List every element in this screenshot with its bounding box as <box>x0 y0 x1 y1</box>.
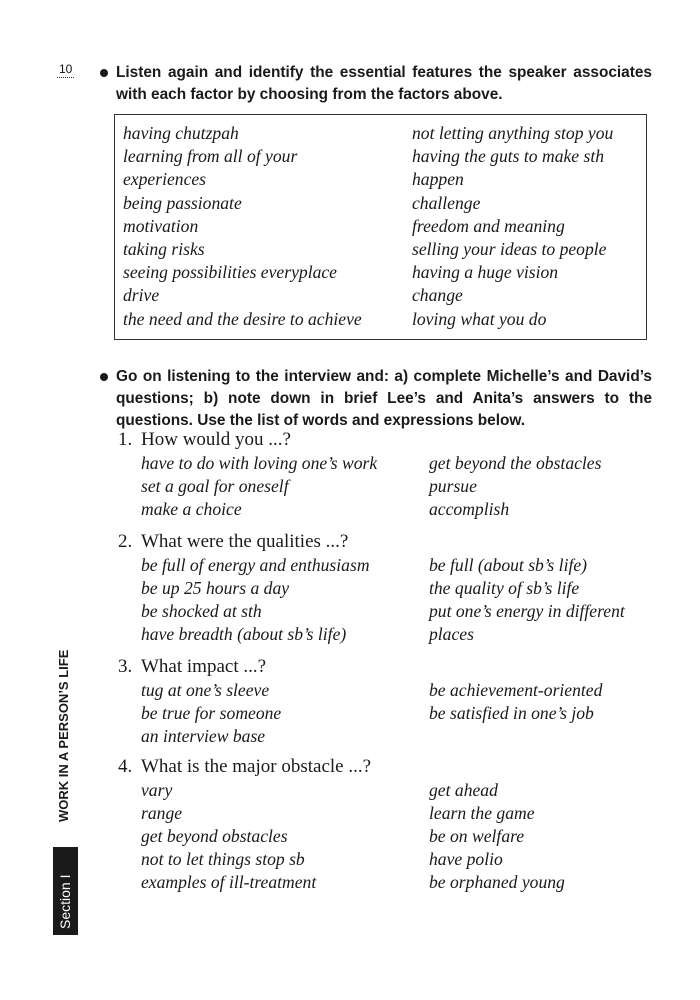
expression-item: be on welfare <box>429 826 525 846</box>
question-text: What is the major obstacle ...? <box>141 756 372 777</box>
question-text: What impact ...? <box>141 656 267 677</box>
question-2 <box>118 530 658 644</box>
expression-item: be satisfied in one’s job <box>429 703 594 723</box>
question-4 <box>118 755 658 892</box>
expression-item: get beyond obstacles <box>141 826 288 846</box>
question-3 <box>118 655 658 746</box>
expression-item: make a choice <box>141 499 242 519</box>
expression-item: an interview base <box>141 726 266 746</box>
expression-item: tug at one’s sleeve <box>141 680 270 700</box>
question-text: How would you ...? <box>141 429 291 450</box>
question-1 <box>118 428 658 519</box>
factor-item: happen <box>412 169 464 190</box>
expression-item: pursue <box>429 476 477 496</box>
question-text: What were the qualities ...? <box>141 531 349 552</box>
factor-item: change <box>412 285 463 306</box>
expression-item: accomplish <box>429 499 510 519</box>
expression-item: the quality of sb’s life <box>429 578 580 598</box>
expression-item: be achievement-oriented <box>429 680 603 700</box>
expression-item: be true for someone <box>141 703 282 723</box>
section-tab <box>53 847 78 935</box>
factor-item: learning from all of your <box>123 146 298 167</box>
question-heading <box>118 655 658 679</box>
expression-item: be orphaned young <box>429 872 565 892</box>
expressions-left <box>141 452 377 521</box>
question-number: 4. <box>118 756 133 777</box>
expression-item: range <box>141 803 183 823</box>
question-heading <box>118 428 658 452</box>
expression-item: be shocked at sth <box>141 601 262 621</box>
factor-item: not letting anything stop you <box>412 123 614 143</box>
factor-item: seeing possibilities everyplace <box>123 262 337 283</box>
factor-item: challenge <box>412 192 481 213</box>
expression-item: be up 25 hours a day <box>141 578 290 598</box>
instruction-text: Go on listening to the interview and: a) complete Michelle’s and David’s questions; b) note down in brief Lee’s and Anita’s answers to the questions. Use the list of words and expressions below. <box>116 368 652 429</box>
instruction-text: Listen again and identify the essential features the speaker associates with each factor by choosing from the factors above. <box>116 64 652 103</box>
expression-item: examples of ill-treatment <box>141 872 317 892</box>
factor-item: having chutzpah <box>123 123 239 143</box>
page-number: 10 <box>59 62 73 76</box>
question-number: 1. <box>118 429 133 450</box>
factor-item: taking risks <box>123 239 205 260</box>
question-heading <box>118 755 658 779</box>
expression-item: get ahead <box>429 780 498 800</box>
bullet-icon <box>100 373 108 381</box>
factor-item: freedom and meaning <box>412 215 565 236</box>
factor-item: motivation <box>123 215 199 236</box>
factor-item: experiences <box>123 169 207 190</box>
instruction-2 <box>100 366 652 432</box>
expression-item: not to let things stop sb <box>141 849 305 869</box>
factor-item: loving what you do <box>412 308 547 329</box>
expressions-right <box>429 452 601 521</box>
expression-item: learn the game <box>429 803 535 823</box>
expressions-left <box>141 554 370 646</box>
expression-item: have polio <box>429 849 503 869</box>
bullet-icon <box>100 69 108 77</box>
factors-left-column <box>123 122 362 331</box>
expression-item: set a goal for oneself <box>141 476 289 496</box>
expression-item: be full (about sb’s life) <box>429 555 588 575</box>
expression-item: have breadth (about sb’s life) <box>141 624 347 644</box>
factor-item: having a huge vision <box>412 262 559 283</box>
expression-item: vary <box>141 780 173 800</box>
factor-item: being passionate <box>123 192 242 213</box>
factor-item: having the guts to make sth <box>412 146 605 167</box>
expressions-right <box>429 679 602 725</box>
chapter-title: WORK IN A PERSON’S LIFE <box>56 649 71 822</box>
section-label: Section I <box>57 874 73 929</box>
expression-item: places <box>429 624 474 644</box>
question-number: 3. <box>118 656 133 677</box>
factors-box <box>114 114 647 340</box>
instruction-1 <box>100 62 652 106</box>
factor-item: drive <box>123 285 160 306</box>
question-heading <box>118 530 658 554</box>
expressions-right <box>429 554 625 646</box>
expression-item: have to do with loving one’s work <box>141 453 378 473</box>
expressions-left <box>141 779 316 894</box>
factor-item: selling your ideas to people <box>412 239 607 260</box>
factors-right-column <box>412 122 613 331</box>
expression-item: get beyond the obstacles <box>429 453 602 473</box>
expression-item: be full of energy and enthusiasm <box>141 555 370 575</box>
expressions-left <box>141 679 281 748</box>
question-number: 2. <box>118 531 133 552</box>
factor-item: the need and the desire to achieve <box>123 308 362 329</box>
expression-item: put one’s energy in different <box>429 601 625 621</box>
expressions-right <box>429 779 565 894</box>
